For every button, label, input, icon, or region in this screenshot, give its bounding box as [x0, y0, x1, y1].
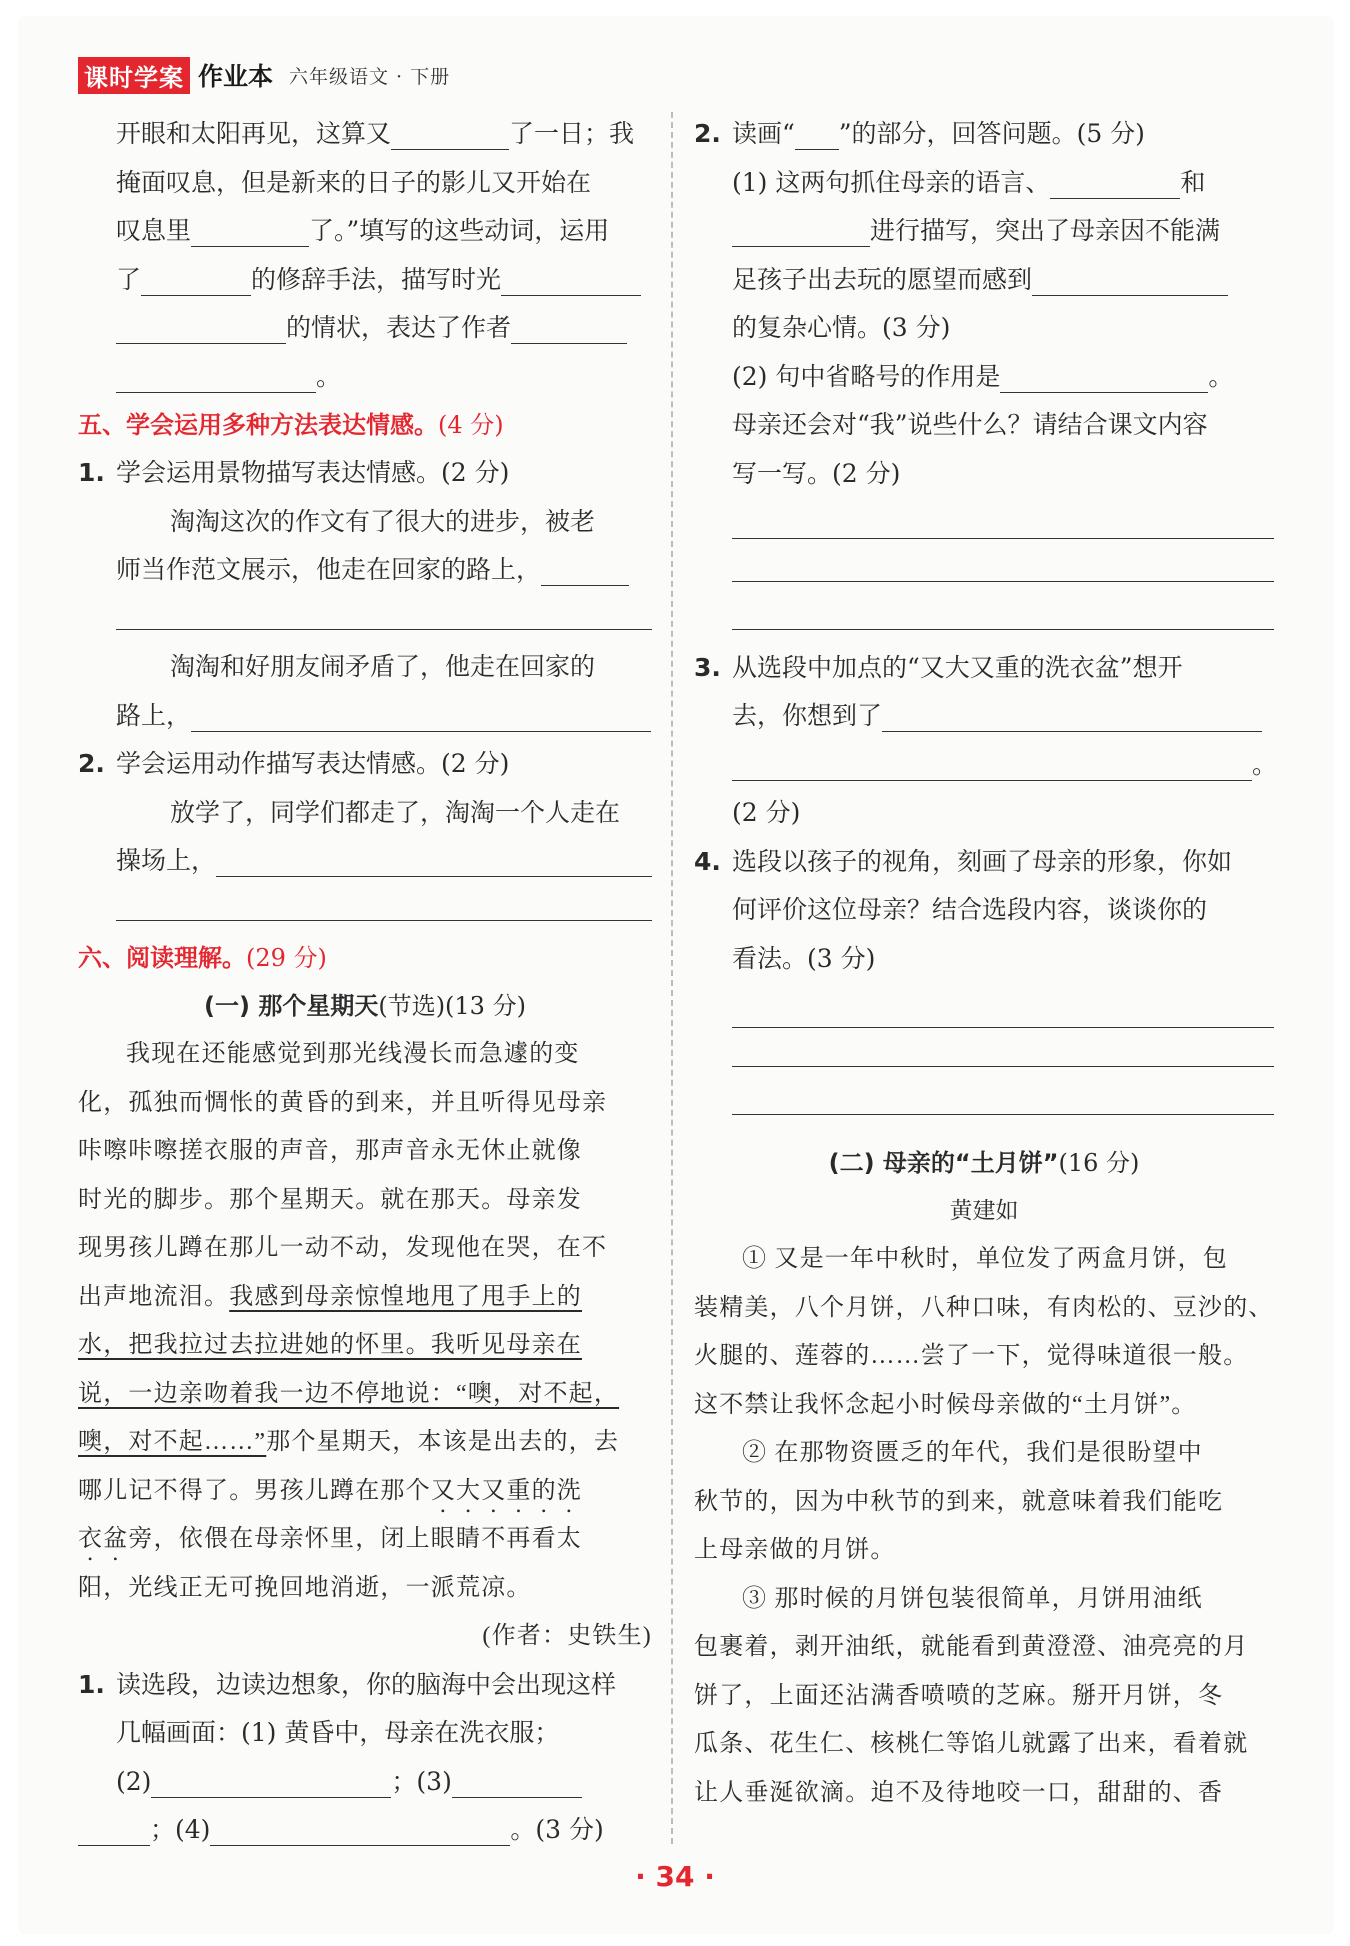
passage-line: 出声地流泪。我感到母亲惊惶地甩了甩手上的 — [78, 1283, 583, 1310]
underline-sample — [795, 119, 839, 150]
text-line: 何评价这位母亲？结合选段内容，谈谈你的 — [732, 895, 1208, 924]
answer-line[interactable] — [694, 983, 1274, 1032]
answer-blank[interactable] — [452, 1767, 582, 1798]
answer-line[interactable] — [694, 547, 1274, 596]
passage-line: 秋节的，因为中秋节的到来，就意味着我们能吃 — [694, 1488, 1224, 1515]
text-line: 。 — [694, 741, 1274, 790]
passage-line: 说，一边亲吻着我一边不停地说：“噢，对不起， — [78, 1380, 620, 1407]
reading-question-1: 1. 读选段，边读边想象，你的脑海中会出现这样 — [78, 1669, 617, 1699]
text-line: 的情状，表达了作者 — [78, 304, 652, 353]
answer-blank[interactable] — [391, 119, 509, 150]
passage-line: 时光的脚步。那个星期天。就在那天。母亲发 — [78, 1186, 582, 1213]
reading-one-title: (一) 那个星期天(节选)(13 分) — [204, 992, 526, 1020]
text-line: 。 — [78, 353, 652, 402]
reading-two-passage — [694, 1235, 1274, 1817]
answer-blank[interactable] — [541, 555, 629, 586]
text-line: 进行描写，突出了母亲因不能满 — [694, 207, 1274, 256]
passage-line: ② 在那物资匮乏的年代，我们是很盼望中 — [742, 1440, 1203, 1466]
answer-blank[interactable] — [216, 846, 652, 877]
answer-line[interactable] — [694, 595, 1274, 644]
answer-blank[interactable] — [191, 216, 309, 247]
passage-line: 化，孤独而惆怅的黄昏的到来，并且听得见母亲 — [78, 1089, 608, 1116]
passage-line: 让人垂涎欲滴。迫不及待地咬一口，甜甜的、香 — [694, 1779, 1224, 1806]
answer-blank[interactable] — [116, 362, 316, 393]
section-six-heading: 六、阅读理解。(29 分) — [78, 944, 327, 972]
answer-blank[interactable] — [191, 701, 651, 732]
text-line: 师当作范文展示，他走在回家的路上， — [78, 546, 652, 595]
text-line: 掩面叹息，但是新来的日子的影儿又开始在 — [116, 167, 592, 197]
text-line: 淘淘和好朋友闹矛盾了，他走在回家的 — [170, 652, 596, 681]
reading-question-2: 2. 读画“ ”的部分，回答问题。(5 分) — [694, 119, 1145, 148]
text-line: (1) 这两句抓住母亲的语言、 和 — [732, 167, 1206, 197]
column-divider — [671, 112, 673, 1844]
text-line: 去，你想到了 — [694, 692, 1274, 741]
passage-line: 水，把我拉过去拉进她的怀里。我听见母亲在 — [78, 1332, 582, 1358]
text-line: 看法。(3 分) — [732, 943, 876, 973]
reading-two-title: (二) 母亲的“土月饼”(16 分) — [828, 1148, 1140, 1177]
answer-line[interactable] — [78, 595, 652, 644]
text-line: ；(4) 。(3 分) — [78, 1806, 652, 1855]
passage-line: 我现在还能感觉到那光线漫长而急遽的变 — [126, 1041, 580, 1067]
page-header — [78, 58, 450, 92]
answer-blank[interactable] — [151, 1767, 391, 1798]
points-label: (2 分) — [732, 798, 801, 827]
answer-blank[interactable] — [1032, 265, 1228, 296]
text-line: 路上， — [78, 692, 652, 741]
answer-blank[interactable] — [882, 701, 1262, 732]
left-column — [78, 110, 652, 1855]
text-line: (2) 句中省略号的作用是 。 — [732, 361, 1234, 391]
passage-line: 咔嚓咔嚓搓衣服的声音，那声音永无休止就像 — [78, 1138, 582, 1164]
passage-line: 哪儿记不得了。男孩儿蹲在那个又大又重的洗 — [78, 1477, 583, 1504]
reading-question-4: 4. 选段以孩子的视角，刻画了母亲的形象，你如 — [694, 846, 1233, 876]
answer-blank[interactable] — [511, 313, 627, 344]
page-number: · 34 · — [635, 1860, 715, 1893]
reading-question-3: 3. 从选段中加点的“又大又重的洗衣盆”想开 — [694, 652, 1183, 682]
passage-line: 装精美，八个月饼，八种口味，有肉松的、豆沙的、 — [694, 1294, 1274, 1321]
question-2: 2. 学会运用动作描写表达情感。(2 分) — [78, 749, 510, 778]
text-line: 操场上， — [78, 837, 652, 886]
answer-line[interactable] — [694, 498, 1274, 547]
passage-line: 上母亲做的月饼。 — [694, 1537, 896, 1563]
answer-blank[interactable] — [1050, 168, 1180, 199]
answer-line[interactable] — [78, 886, 652, 935]
text-line: 的复杂心情。(3 分) — [732, 313, 951, 342]
text-line: 足孩子出去玩的愿望而感到 — [694, 256, 1274, 305]
text-line: 淘淘这次的作文有了很大的进步，被老 — [170, 506, 596, 536]
answer-blank[interactable] — [78, 1815, 150, 1846]
answer-line[interactable] — [694, 1080, 1274, 1129]
book-subtitle: 六年级语文 · 下册 — [289, 65, 451, 88]
text-line: 写一写。(2 分) — [732, 458, 901, 488]
answer-blank[interactable] — [210, 1815, 510, 1846]
right-column — [694, 110, 1278, 1817]
text-line: 母亲还会对“我”说些什么？请结合课文内容 — [732, 410, 1208, 439]
answer-blank[interactable] — [1000, 362, 1208, 393]
answer-blank[interactable] — [732, 750, 1252, 781]
passage-line: 包裹着，剥开油纸，就能看到黄澄澄、油亮亮的月 — [694, 1634, 1249, 1660]
answer-blank[interactable] — [141, 265, 251, 296]
answer-blank[interactable] — [501, 265, 641, 296]
text-line: 几幅画面：(1) 黄昏中，母亲在洗衣服； — [116, 1718, 560, 1747]
passage-line: ① 又是一年中秋时，单位发了两盒月饼，包 — [742, 1246, 1228, 1272]
answer-blank[interactable] — [116, 313, 286, 344]
question-1: 1. 学会运用景物描写表达情感。(2 分) — [78, 458, 510, 487]
answer-blank[interactable] — [732, 216, 870, 247]
passage-line: 火腿的、莲蓉的……尝了一下，觉得味道很一般。 — [694, 1343, 1249, 1369]
passage-line: 衣盆旁，依偎在母亲怀里，闭上眼睛不再看太 — [78, 1526, 583, 1552]
text-line: 叹息里 了。”填写的这些动词，运用 — [116, 216, 610, 245]
answer-line[interactable] — [694, 1032, 1274, 1081]
passage-author: (作者：史铁生) — [482, 1623, 652, 1649]
passage-line: 饼了，上面还沾满香喷喷的芝麻。掰开月饼，冬 — [694, 1682, 1224, 1709]
reading-two-author: 黄建如 — [949, 1197, 1019, 1224]
brand-badge: 课时学案 — [78, 57, 190, 94]
passage-line: 现男孩儿蹲在那儿一动不动，发现他在哭，在不 — [78, 1235, 608, 1261]
text-line: (2) ；(3) — [78, 1758, 652, 1807]
passage-line: ③ 那时候的月饼包装很简单，月饼用油纸 — [742, 1585, 1203, 1612]
brand-name: 作业本 — [198, 62, 274, 91]
passage-line: 这不禁让我怀念起小时候母亲做的“土月饼”。 — [694, 1391, 1197, 1418]
text-line: 放学了，同学们都走了，淘淘一个人走在 — [170, 797, 621, 827]
section-five-heading: 五、学会运用多种方法表达情感。(4 分) — [78, 411, 504, 439]
passage-line: 噢，对不起……”那个星期天，本该是出去的，去 — [78, 1429, 620, 1455]
text-line: 开眼和太阳再见，这算又 了一日；我 — [116, 119, 635, 148]
passage-line: 瓜条、花生仁、核桃仁等馅儿就露了出来，看着就 — [694, 1731, 1249, 1757]
passage-line: 阳，光线正无可挽回地消逝，一派荒凉。 — [78, 1574, 532, 1601]
reading-one-passage — [78, 1030, 652, 1661]
text-line: 了 的修辞手法，描写时光 — [78, 256, 652, 305]
